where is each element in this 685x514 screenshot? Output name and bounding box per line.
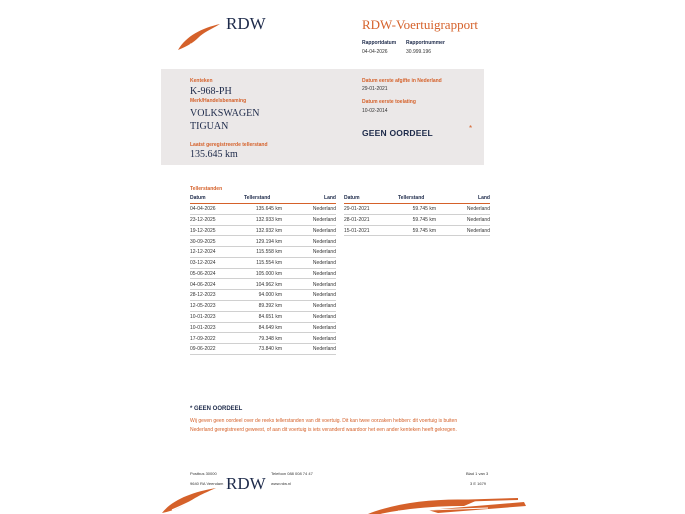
readings-table-left: [190, 194, 336, 355]
table-row: [190, 344, 336, 355]
table-row: [190, 247, 336, 258]
reading-date: 12-05-2023: [190, 301, 234, 312]
plate-value: K-968-PH: [190, 86, 232, 97]
report-date-label: Rapportdatum: [362, 40, 397, 46]
reading-date: 28-12-2023: [190, 290, 234, 301]
col-km: Tellerstand: [234, 194, 290, 204]
col-date: Datum: [344, 194, 388, 204]
table-row: [190, 214, 336, 225]
reading-km: 79.348 km: [234, 333, 290, 344]
reading-date: 03-12-2024: [190, 257, 234, 268]
reading-land: Nederland: [444, 225, 490, 236]
plate-label: Kenteken: [190, 78, 213, 84]
readings-header-row: [190, 194, 336, 204]
verdict-asterisk: *: [469, 124, 473, 133]
reading-km: 73.840 km: [234, 344, 290, 355]
decorative-stripes-icon: [368, 496, 528, 514]
table-row: [190, 257, 336, 268]
reading-km: 132.933 km: [234, 214, 290, 225]
reading-km: 129.194 km: [234, 236, 290, 247]
reading-km: 105.000 km: [234, 268, 290, 279]
odometer-value: 135.645 km: [190, 149, 238, 160]
first-admission-label: Datum eerste toelating: [362, 99, 416, 105]
reading-date: 29-01-2021: [344, 204, 388, 215]
report-number-label: Rapportnummer: [406, 40, 445, 46]
reading-land: Nederland: [290, 247, 336, 258]
report-date-value: 04-04-2026: [362, 49, 388, 55]
reading-land: Nederland: [290, 268, 336, 279]
reading-date: 05-06-2024: [190, 268, 234, 279]
table-row: [190, 268, 336, 279]
first-admission-value: 10-02-2014: [362, 108, 388, 114]
readings-header-row: [344, 194, 490, 204]
table-row: [190, 290, 336, 301]
make-value: VOLKSWAGEN: [190, 108, 260, 119]
reading-date: 10-01-2023: [190, 322, 234, 333]
reading-land: Nederland: [290, 301, 336, 312]
footer-address: 9640 RA Veendam: [190, 481, 224, 486]
readings-heading: Tellerstanden: [190, 186, 223, 192]
report-number-value: 30.999.196: [406, 49, 432, 55]
first-nl-value: 29-01-2021: [362, 86, 388, 92]
note-text: Wij geven geen oordeel over de reeks tellerstanden van dit voertuig. Dit kan twee oorzaken hebben: dit voertuig is buiten Nederland geregistreerd geweest, of aan dit voertuig is iets veranderd waardoor het een ander kenteken heeft gekregen.: [190, 418, 458, 433]
report-title: RDW-Voertuigrapport: [362, 17, 479, 32]
table-row: [190, 225, 336, 236]
table-row: [344, 225, 490, 236]
reading-date: 12-12-2024: [190, 247, 234, 258]
table-row: [190, 236, 336, 247]
reading-date: 10-01-2023: [190, 311, 234, 322]
col-land: Land: [444, 194, 490, 204]
reading-date: 15-01-2021: [344, 225, 388, 236]
reading-date: 30-09-2025: [190, 236, 234, 247]
odometer-label: Laatst geregistreerde tellerstand: [190, 142, 268, 148]
footer-postbus: Postbus 30000: [190, 471, 217, 476]
reading-land: Nederland: [290, 290, 336, 301]
reading-date: 04-04-2026: [190, 204, 234, 215]
table-row: [190, 301, 336, 312]
reading-date: 09-06-2022: [190, 344, 234, 355]
table-row: [190, 322, 336, 333]
table-row: [190, 279, 336, 290]
table-row: [344, 204, 490, 215]
reading-land: Nederland: [290, 322, 336, 333]
report-number: [406, 40, 445, 55]
first-nl-label: Datum eerste afgifte in Nederland: [362, 78, 442, 84]
reading-land: Nederland: [444, 204, 490, 215]
note-heading: * GEEN OORDEEL: [190, 406, 243, 412]
make-label: Merk/Handelsbenaming: [190, 98, 247, 104]
reading-date: 17-09-2022: [190, 333, 234, 344]
reading-date: 19-12-2025: [190, 225, 234, 236]
footer-code: 3 E 1679: [470, 481, 487, 486]
col-km: Tellerstand: [388, 194, 444, 204]
rdw-wordmark-footer: RDW: [226, 474, 266, 493]
table-row: [190, 311, 336, 322]
reading-km: 94.000 km: [234, 290, 290, 301]
reading-land: Nederland: [290, 214, 336, 225]
table-row: [344, 214, 490, 225]
reading-land: Nederland: [290, 279, 336, 290]
reading-land: Nederland: [290, 311, 336, 322]
reading-km: 59.745 km: [388, 214, 444, 225]
reading-km: 115.554 km: [234, 257, 290, 268]
col-land: Land: [290, 194, 336, 204]
reading-km: 115.558 km: [234, 247, 290, 258]
reading-km: 132.932 km: [234, 225, 290, 236]
model-value: TIGUAN: [190, 121, 229, 132]
reading-date: 23-12-2025: [190, 214, 234, 225]
reading-land: Nederland: [290, 204, 336, 215]
reading-date: 28-01-2021: [344, 214, 388, 225]
reading-km: 84.649 km: [234, 322, 290, 333]
reading-km: 89.392 km: [234, 301, 290, 312]
reading-km: 59.745 km: [388, 225, 444, 236]
table-row: [190, 333, 336, 344]
reading-land: Nederland: [290, 344, 336, 355]
reading-date: 04-06-2024: [190, 279, 234, 290]
reading-land: Nederland: [290, 236, 336, 247]
footer-phone: Telefoon 088 008 74 47: [271, 471, 313, 476]
readings-table-right: [344, 194, 490, 236]
col-date: Datum: [190, 194, 234, 204]
table-row: [190, 204, 336, 215]
reading-land: Nederland: [290, 257, 336, 268]
footer-page: Blad 1 van 3: [466, 471, 489, 476]
rdw-wordmark: RDW: [226, 14, 266, 33]
reading-km: 104.962 km: [234, 279, 290, 290]
verdict: GEEN OORDEEL: [362, 128, 433, 138]
reading-land: Nederland: [444, 214, 490, 225]
footer-web: www.rdw.nl: [271, 481, 292, 486]
reading-km: 59.745 km: [388, 204, 444, 215]
rdw-wing-icon: [160, 486, 218, 514]
reading-km: 84.651 km: [234, 311, 290, 322]
reading-km: 135.645 km: [234, 204, 290, 215]
rdw-wing-icon: [176, 22, 222, 52]
report-date: [362, 40, 396, 55]
reading-land: Nederland: [290, 225, 336, 236]
reading-land: Nederland: [290, 333, 336, 344]
